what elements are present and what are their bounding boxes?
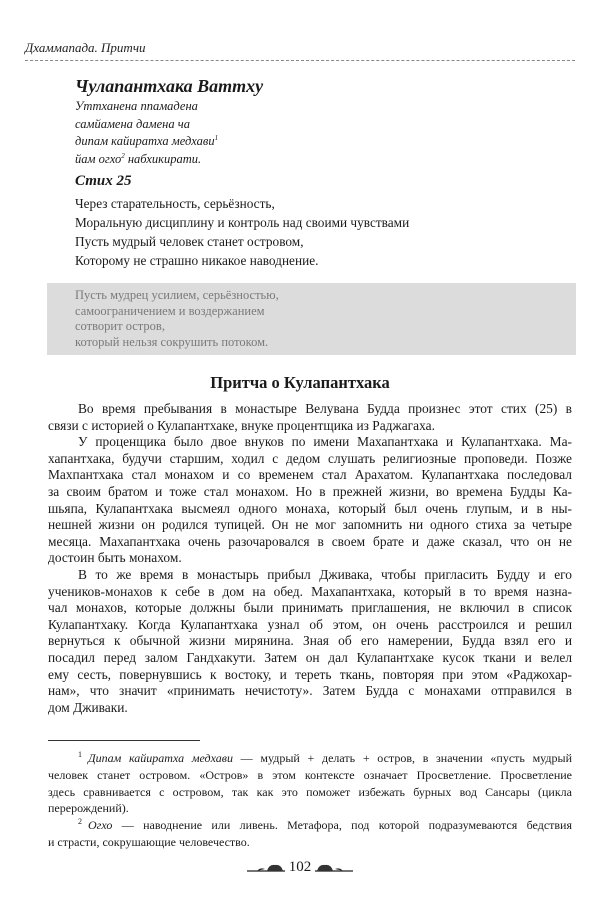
verse-line: Пусть мудрый человек станет островом, (75, 234, 304, 249)
alt-line: самоограничением и воздержанием (75, 303, 265, 318)
body-line: связи с историей о Кулапантхаке, внуке процентщика из Раджагаха. (48, 417, 435, 433)
parable-body (48, 401, 572, 716)
body-line: нешней жизни он родился тупицей. Он не мог запомнить ни одного стиха за четыре (48, 517, 572, 533)
footnote-line: здесь сравнивается с островом, так как это поможет избежать бурных вод Сансары (цикла (48, 784, 572, 799)
pali-line: Уттханена ппамадена (75, 99, 198, 113)
footnote-term: Огхо (88, 818, 113, 833)
body-line: вернуться к обычной жизни мирянина. Зная об его намерении, Будда взял его и (48, 633, 572, 649)
footnote-number: 1 (78, 750, 82, 759)
alt-translation (75, 288, 279, 350)
verse-line: Моральную дисциплину и контроль над своими чувствами (75, 215, 410, 230)
pali-verse (75, 98, 218, 168)
section-title: Чулапантхака Ваттху (75, 76, 264, 96)
body-line: нам», что значит «принимать нечистоту». Затем Будда с монахами отправился в (48, 683, 572, 699)
page-number: 102 (288, 859, 312, 875)
ornament-left-icon (247, 864, 285, 872)
ornament-right-icon (315, 864, 353, 872)
body-line: учеников-монахов к себе в дом на обед. Махапантхака, который в то время назна- (48, 583, 572, 599)
footnote-line (48, 750, 572, 767)
body-line: шьяпа, Кулапантхака высмеял одного монаха, который был очень глупым, и в ны- (48, 500, 572, 516)
footnote-term: Дипам кайиратха медхави (88, 751, 233, 765)
body-line: месяца. Махапантхака очень разочаровался в своем брате и даже сказал, что он не (48, 533, 572, 549)
body-line: посадил перед залом Гандхакути. Затем он дал Кулапантхаке кусок ткани и велел (48, 649, 572, 665)
body-line: за своим братом и тоже стал монахом. Но в прежней жизни, во времена Будды Ка- (48, 483, 572, 499)
alt-line: который нельзя сокрушить потоком. (75, 334, 269, 349)
footnote-line: человек станет островом. «Остров» в этом контексте означает Просветление. Просветление (48, 767, 572, 782)
body-line: достоин быть монахом. (48, 550, 182, 566)
body-line: хапантхака, будучи старшим, ходил с дедом слушать религиозные проповеди. Позже (48, 450, 572, 466)
footnote-text: — наводнение или ливень. Метафора, под которой подразумеваются бедствия (112, 818, 572, 833)
footnote-text: — мудрый + делать + остров, в значении «пусть мудрый (232, 751, 572, 765)
verse-translation (75, 194, 409, 270)
pali-line: дипам кайиратха медхави$^1$ (75, 133, 219, 148)
alt-line: Пусть мудрец усилием, серьёзностью, (75, 288, 279, 302)
footnotes (48, 750, 572, 851)
body-line: Махпантхака стал монахом и со временем стал Арахатом. Кулапантхака последовал (48, 467, 572, 483)
body-line: Во время пребывания в монастыре Велувана Будда произнес этот стих (25) в (78, 401, 572, 416)
footnote-ref[interactable]: 2 (121, 151, 125, 160)
alt-line: сотворит остров, (75, 319, 165, 333)
pali-line: самйамена дамена ча (75, 116, 190, 131)
running-header: Дхаммапада. Притчи (25, 40, 146, 55)
body-line: У проценщика было двое внуков по имени Махапантхака и Кулапантхака. Ма- (78, 434, 572, 450)
verse-label: Стих 25 (75, 173, 132, 189)
footnote-divider (48, 740, 200, 741)
parable-heading: Притча о Кулапантхака (210, 373, 390, 392)
page-number-block (0, 858, 600, 876)
body-line: ему сесть, повернувшись к востоку, и тереть ткань, повторяя при этом «Раджохар- (48, 666, 572, 682)
body-line: чал монахов, которые должны были принимать приглашения, не включил в список (48, 600, 572, 616)
pali-line: йам огхо$^2$ набхикирати. (75, 151, 202, 166)
footnote-ref[interactable]: 1 (214, 133, 219, 142)
verse-line: Которому не страшно никакое наводнение. (75, 253, 319, 268)
body-line: дом Дживаки. (48, 699, 128, 715)
footnote-line: и страсти, сокрушающие человечество. (48, 834, 250, 849)
footnote-line: перерождений). (48, 801, 129, 816)
body-line: В то же время в монастырь прибыл Дживака, чтобы пригласить Будду и его (78, 566, 572, 582)
body-line: Кулапантхаку. Когда Кулапантхака узнал об этом, он очень расстроился и решил (48, 616, 572, 632)
header-divider (25, 60, 575, 61)
footnote-number: 2 (78, 817, 82, 827)
verse-line: Через старательность, серьёзность, (75, 196, 275, 211)
footnote-line (48, 817, 572, 834)
